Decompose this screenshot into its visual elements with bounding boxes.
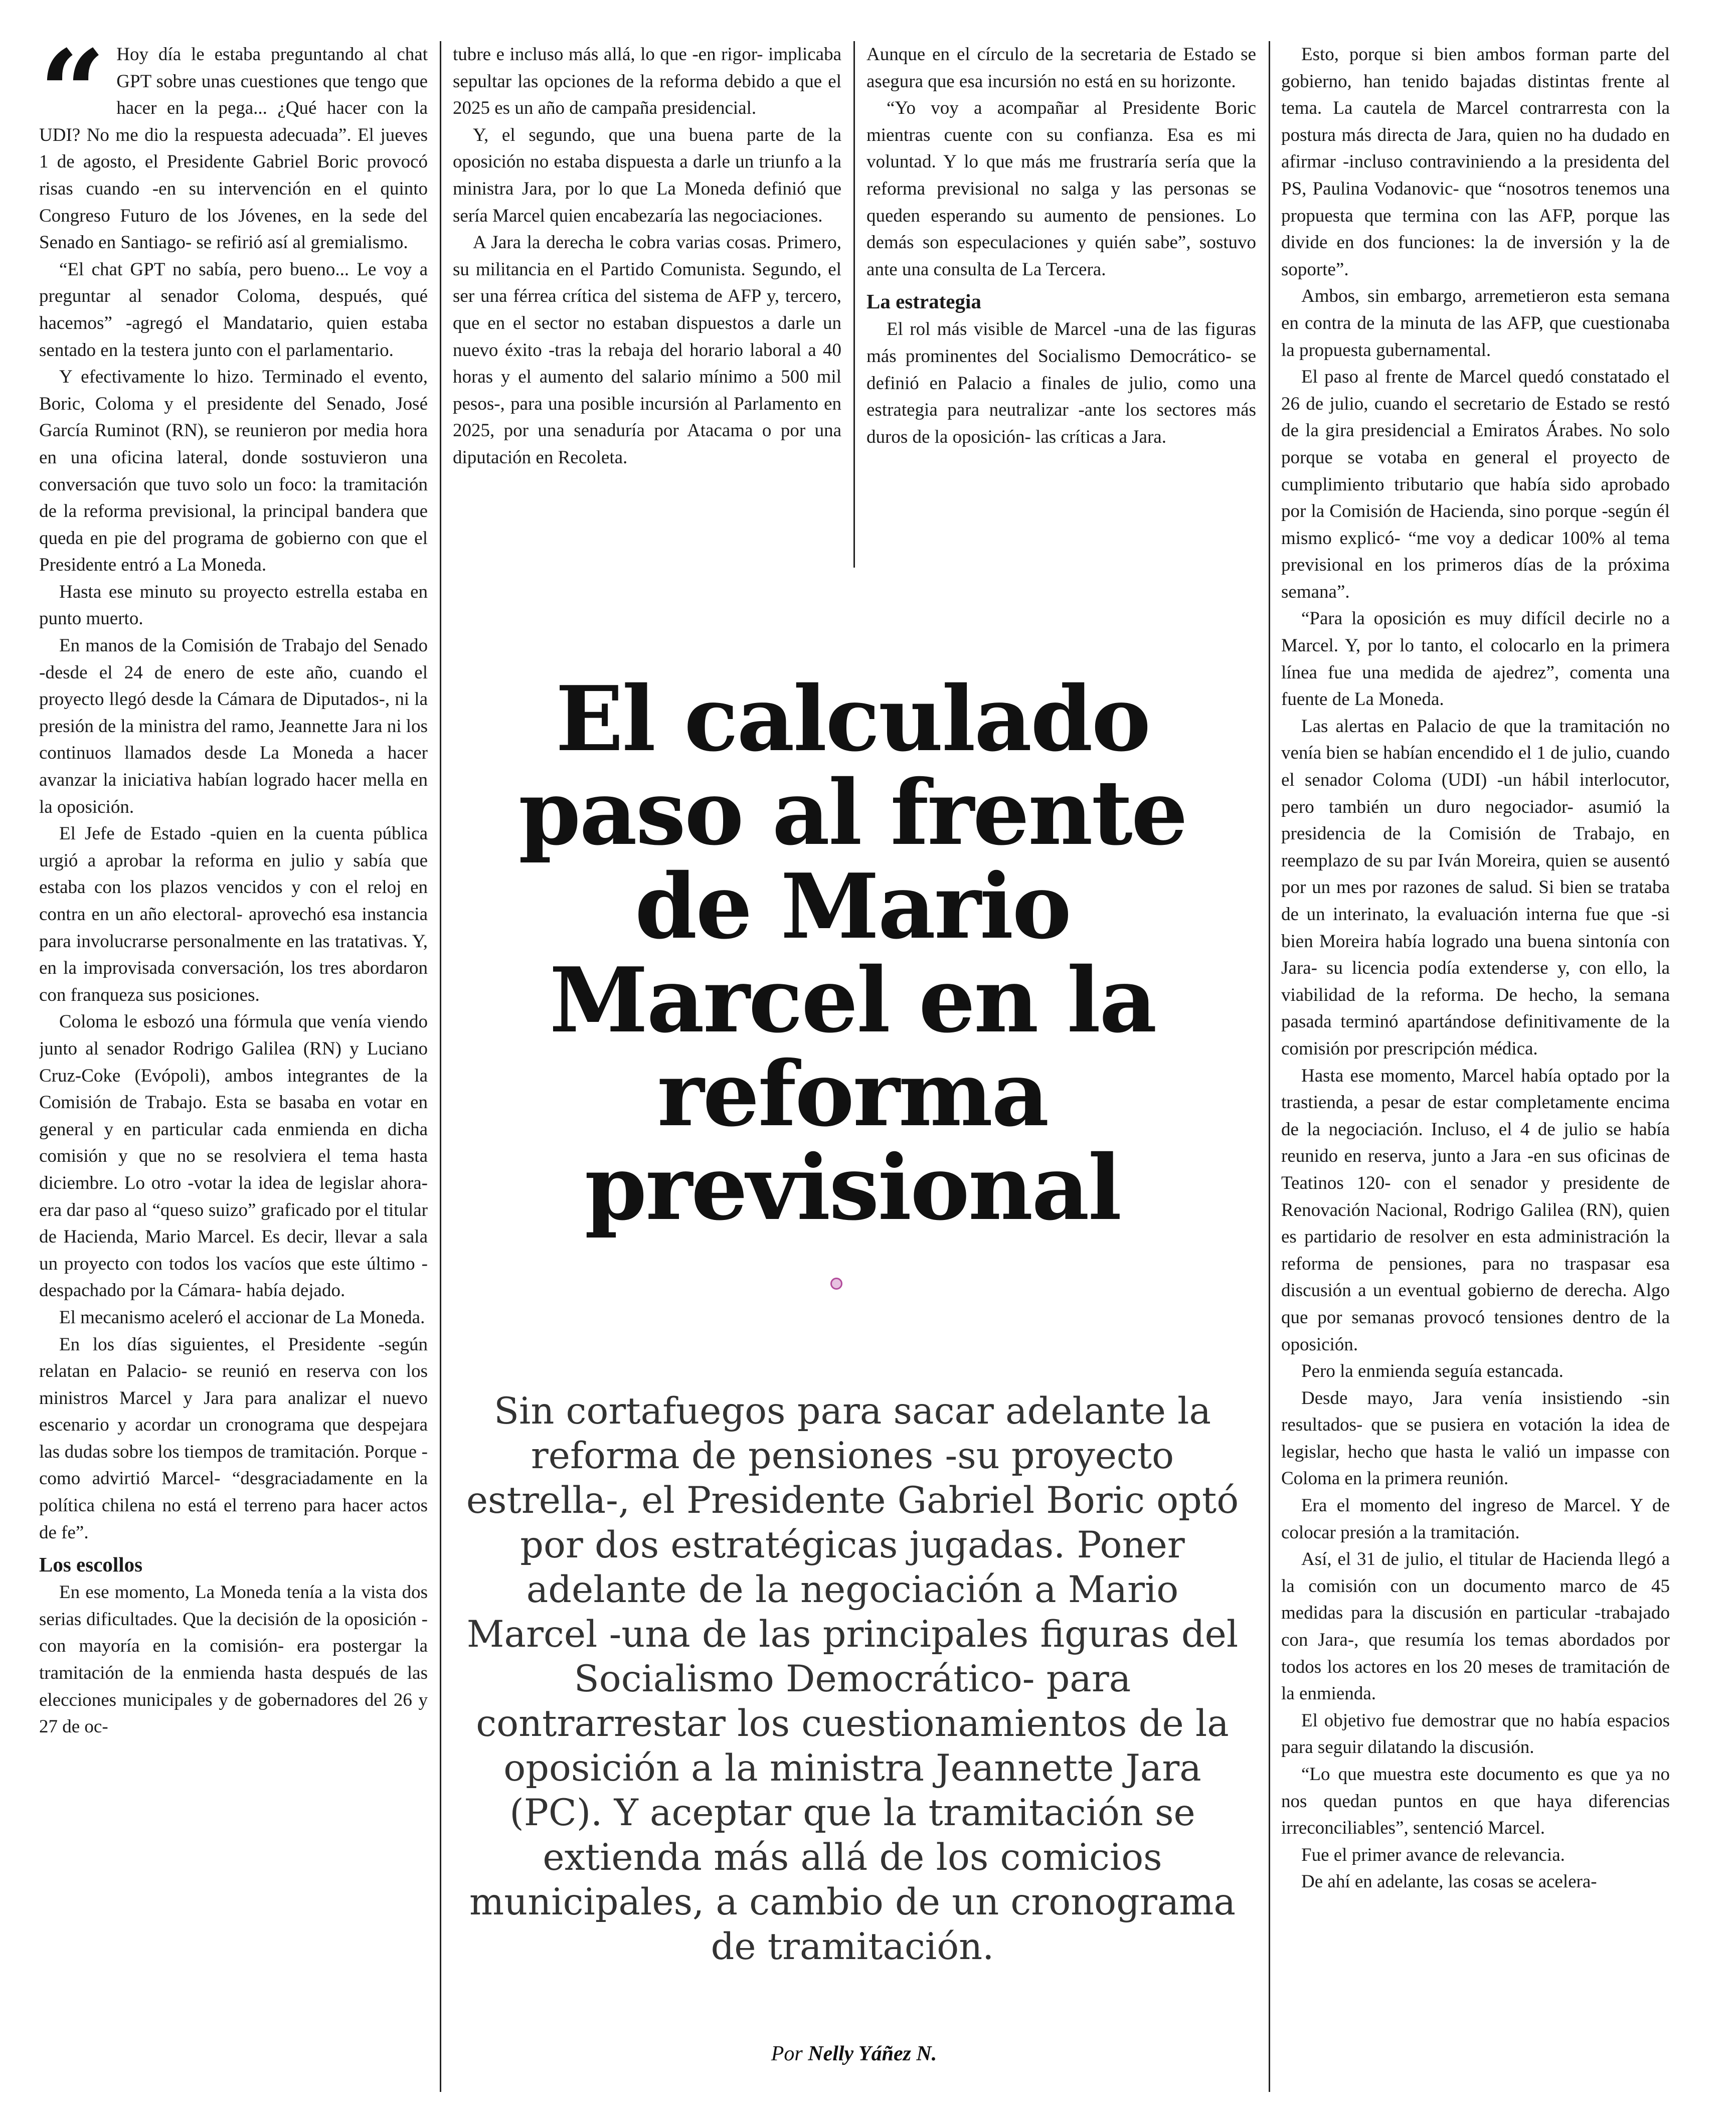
opening-quote-mark: “	[39, 41, 106, 160]
paragraph: Hoy día le estaba preguntando al chat GPT sobre unas cuestiones que tengo que hacer en la pega... ¿Qué hacer con la UDI? No me dio la respuesta adecuada”. El jueves 1 de agosto, el Presidente Gabriel Boric provocó risas cuando -en su intervención en el quinto Congreso Futuro de los Jóvenes, en la sede del Senado en Santiago- se refirió así al gremialismo.	[39, 44, 428, 253]
paragraph: El objetivo fue demostrar que no había espacios para seguir dilatando la discusión.	[1281, 1710, 1670, 1758]
byline-prefix: Por	[771, 2042, 803, 2065]
headline: El calculado paso al frente de Mario Marcel en la reforma previsional	[518, 666, 1187, 1240]
deck-summary: Sin cortafuegos para sacar adelante la reforma de pensiones -su proyecto estrella-, el Presidente Gabriel Boric optó por dos estratégicas jugadas. Poner adelante de la negociación a Mario Marcel -una de las principales figuras del Socialismo Democrático- para contrarrestar los cuestionamientos de la oposición a la ministra Jeannette Jara (PC). Y aceptar que la tramitación se extienda más allá de los comicios municipales, a cambio de un cronograma de tramitación.	[466, 1390, 1239, 1968]
paragraph: Esto, porque si bien ambos forman parte del gobierno, han tenido bajadas distintas frente al tema. La cautela de Marcel contrarresta con la postura más directa de Jara, quien no ha dudado en afirmar -incluso contraviniendo a la presidenta del PS, Paulina Vodanovic- que “nosotros tenemos una propuesta que termina con las AFP, porque las divide en dos funciones: la de inversión y la de soporte”.	[1281, 44, 1670, 280]
column-rule	[440, 41, 441, 2092]
paragraph: Las alertas en Palacio de que la tramitación no venía bien se habían encendido el 1 de julio, cuando el senador Coloma (UDI) -un hábil interlocutor, pero también un duro negociador- asumió la presidencia de la Comisión de Trabajo, en reemplazo de su par Iván Moreira, quien se ausentó por un mes por razones de salud. Si bien se trataba de un interinato, la evaluación interna fue que -si bien Moreira había logrado una buena sintonía con Jara- su licencia podía extenderse y, con ello, la viabilidad de la reforma. De hecho, la semana pasada terminó apartándose definitivamente de la comisión por prescripción médica.	[1281, 716, 1670, 1059]
paragraph: “El chat GPT no sabía, pero bueno... Le voy a preguntar al senador Coloma, después, qué hacemos” -agregó el Mandatario, quien estaba sentado en la testera junto con el parlamentario.	[39, 259, 428, 361]
paragraph: Desde mayo, Jara venía insistiendo -sin resultados- que se pusiera en votación la idea de legislar, hecho que hasta le valió un impasse con Coloma en la primera reunión.	[1281, 1387, 1670, 1489]
paragraph: Coloma le esbozó una fórmula que venía viendo junto al senador Rodrigo Galilea (RN) y Luciano Cruz-Coke (Evópoli), ambos integrantes de la Comisión de Trabajo. Esta se basaba en votar en general y en particular cada enmienda en dicha comisión y que no se resolviera el tema hasta diciembre. Lo otro -votar la idea de legislar ahora- era dar paso al “queso suizo” graficado por el titular de Hacienda, Mario Marcel. Es decir, llevar a sala un proyecto con todos los vacíos que este último -despachado por la Cámara- había dejado.	[39, 1011, 428, 1301]
article-column-1	[39, 41, 428, 2087]
paragraph: En manos de la Comisión de Trabajo del Senado -desde el 24 de enero de este año, cuando el proyecto llegó desde la Cámara de Diputados-, ni la presión de la ministra del ramo, Jeannette Jara ni los continuos llamados desde La Moneda a hacer avanzar la iniciativa habían logrado hacer mella en la oposición.	[39, 635, 428, 817]
paragraph: Y efectivamente lo hizo. Terminado el evento, Boric, Coloma y el presidente del Senado, José García Ruminot (RN), se reunieron por media hora en una oficina lateral, donde sostuvieron una conversación que tuvo solo un foco: la tramitación de la reforma previsional, la principal bandera que queda en pie del programa de gobierno con que el Presidente entró a La Moneda.	[39, 367, 428, 576]
paragraph: Pero la enmienda seguía estancada.	[1301, 1361, 1564, 1382]
article-column-4	[1281, 41, 1670, 2087]
paragraph: tubre e incluso más allá, lo que -en rigor- implicaba sepultar las opciones de la reforma debido a que el 2025 es un año de campaña presidencial.	[453, 44, 841, 119]
paragraph: El Jefe de Estado -quien en la cuenta pública urgió a aprobar la reforma en julio y sabía que estaba con los plazos vencidos y con el reloj en contra en un año electoral- aprovechó esa instancia para involucrarse personalmente en las tratativas. Y, en la improvisada conversación, los tres abordaron con franqueza sus posiciones.	[39, 823, 428, 1005]
byline	[453, 2042, 1255, 2066]
paragraph: A Jara la derecha le cobra varias cosas. Primero, su militancia en el Partido Comunista. Segundo, el ser una férrea crítica del sistema de AFP y, tercero, que en el sector no estaban dispuestos a darle un nuevo éxito -tras la rebaja del horario laboral a 40 horas y el aumento del salario mínimo a 500 mil pesos-, para una posible incursión al Parlamento en 2025, por una senaduría por Atacama o por una diputación en Recoleta.	[453, 232, 841, 468]
paragraph: Así, el 31 de julio, el titular de Hacienda llegó a la comisión con un documento marco de 45 medidas para la discusión en particular -trabajado con Jara-, que resumía los temas abordados por todos los actores en los 20 meses de tramitación de la enmienda.	[1281, 1549, 1670, 1704]
paragraph: El rol más visible de Marcel -una de las figuras más prominentes del Socialismo Democrático- se definió en Palacio a finales de julio, como una estrategia para neutralizar -ante los sectores más duros de la oposición- las críticas a Jara.	[866, 319, 1256, 447]
column-rule	[853, 41, 855, 568]
paragraph: Aunque en el círculo de la secretaria de Estado se asegura que esa incursión no está en su horizonte.	[866, 44, 1256, 92]
section-heading: Los escollos	[39, 1553, 143, 1576]
paragraph: “Lo que muestra este documento es que ya no nos quedan puntos en que haya diferencias irreconciliables”, sentenció Marcel.	[1281, 1764, 1670, 1839]
paragraph: En ese momento, La Moneda tenía a la vista dos serias dificultades. Que la decisión de la oposición -con mayoría en la comisión- era postergar la tramitación de la enmienda hasta después de las elecciones municipales y de gobernadores del 26 y 27 de oc-	[39, 1582, 428, 1737]
byline-author: Nelly Yáñez N.	[808, 2042, 937, 2065]
paragraph: “Para la oposición es muy difícil decirle no a Marcel. Y, por lo tanto, el colocarlo en la primera línea fue una medida de ajedrez”, comenta una fuente de La Moneda.	[1281, 608, 1670, 710]
paragraph: Hasta ese minuto su proyecto estrella estaba en punto muerto.	[39, 581, 428, 629]
paragraph: Ambos, sin embargo, arremetieron esta semana en contra de la minuta de las AFP, que cuestionaba la propuesta gubernamental.	[1281, 286, 1670, 361]
article-column-3	[866, 41, 1256, 563]
paragraph: Hasta ese momento, Marcel había optado por la trastienda, a pesar de estar completamente encima de la negociación. Incluso, el 4 de julio se había reunido en reserva, junto a Jara -en sus oficinas de Teatinos 120- con el senador y presidente de Renovación Nacional, Rodrigo Galilea (RN), quien es partidario de resolver en esta administración la reforma de pensiones, para no traspasar esa discusión a un eventual gobierno de derecha. Algo que por semanas provocó tensiones dentro de la oposición.	[1281, 1065, 1670, 1355]
paragraph: Fue el primer avance de relevancia.	[1301, 1844, 1565, 1865]
paragraph: Y, el segundo, que una buena parte de la oposición no estaba dispuesta a darle un triunfo a la ministra Jara, por lo que La Moneda definió que sería Marcel quien encabezaría las negociaciones.	[453, 124, 841, 226]
paragraph: El mecanismo aceleró el accionar de La Moneda.	[59, 1307, 425, 1328]
column-rule	[1269, 41, 1270, 2092]
paragraph: En los días siguientes, el Presidente -según relatan en Palacio- se reunió en reserva con los ministros Marcel y Jara para analizar el nuevo escenario y acordar un cronograma que despejara las dudas sobre los tiempos de tramitación. Porque -como advirtió Marcel- “desgraciadamente en la política chilena no está el terreno para hacer actos de fe”.	[39, 1334, 428, 1543]
section-heading: La estrategia	[866, 290, 981, 313]
paragraph: El paso al frente de Marcel quedó constatado el 26 de julio, cuando el secretario de Estado se restó de la gira presidencial a Emiratos Árabes. No solo porque se votaba en general el proyecto de cumplimiento tributario que había sido aprobado por la Comisión de Hacienda, sino porque -según él mismo explicó- “me voy a dedicar 100% al tema previsional en los primeros días de la próxima semana”.	[1281, 367, 1670, 602]
paragraph: Era el momento del ingreso de Marcel. Y de colocar presión a la tramitación.	[1281, 1495, 1670, 1543]
paragraph: De ahí en adelante, las cosas se acelera-	[1301, 1871, 1597, 1892]
cursor-marker-dot	[830, 1278, 842, 1290]
article-column-2	[453, 41, 841, 563]
paragraph: “Yo voy a acompañar al Presidente Boric mientras cuente con su confianza. Esa es mi voluntad. Y lo que más me frustraría sería que la reforma previsional no salga y las personas se queden esperando su aumento de pensiones. Lo demás son especulaciones y quién sabe”, sostuvo ante una consulta de La Tercera.	[866, 98, 1256, 280]
